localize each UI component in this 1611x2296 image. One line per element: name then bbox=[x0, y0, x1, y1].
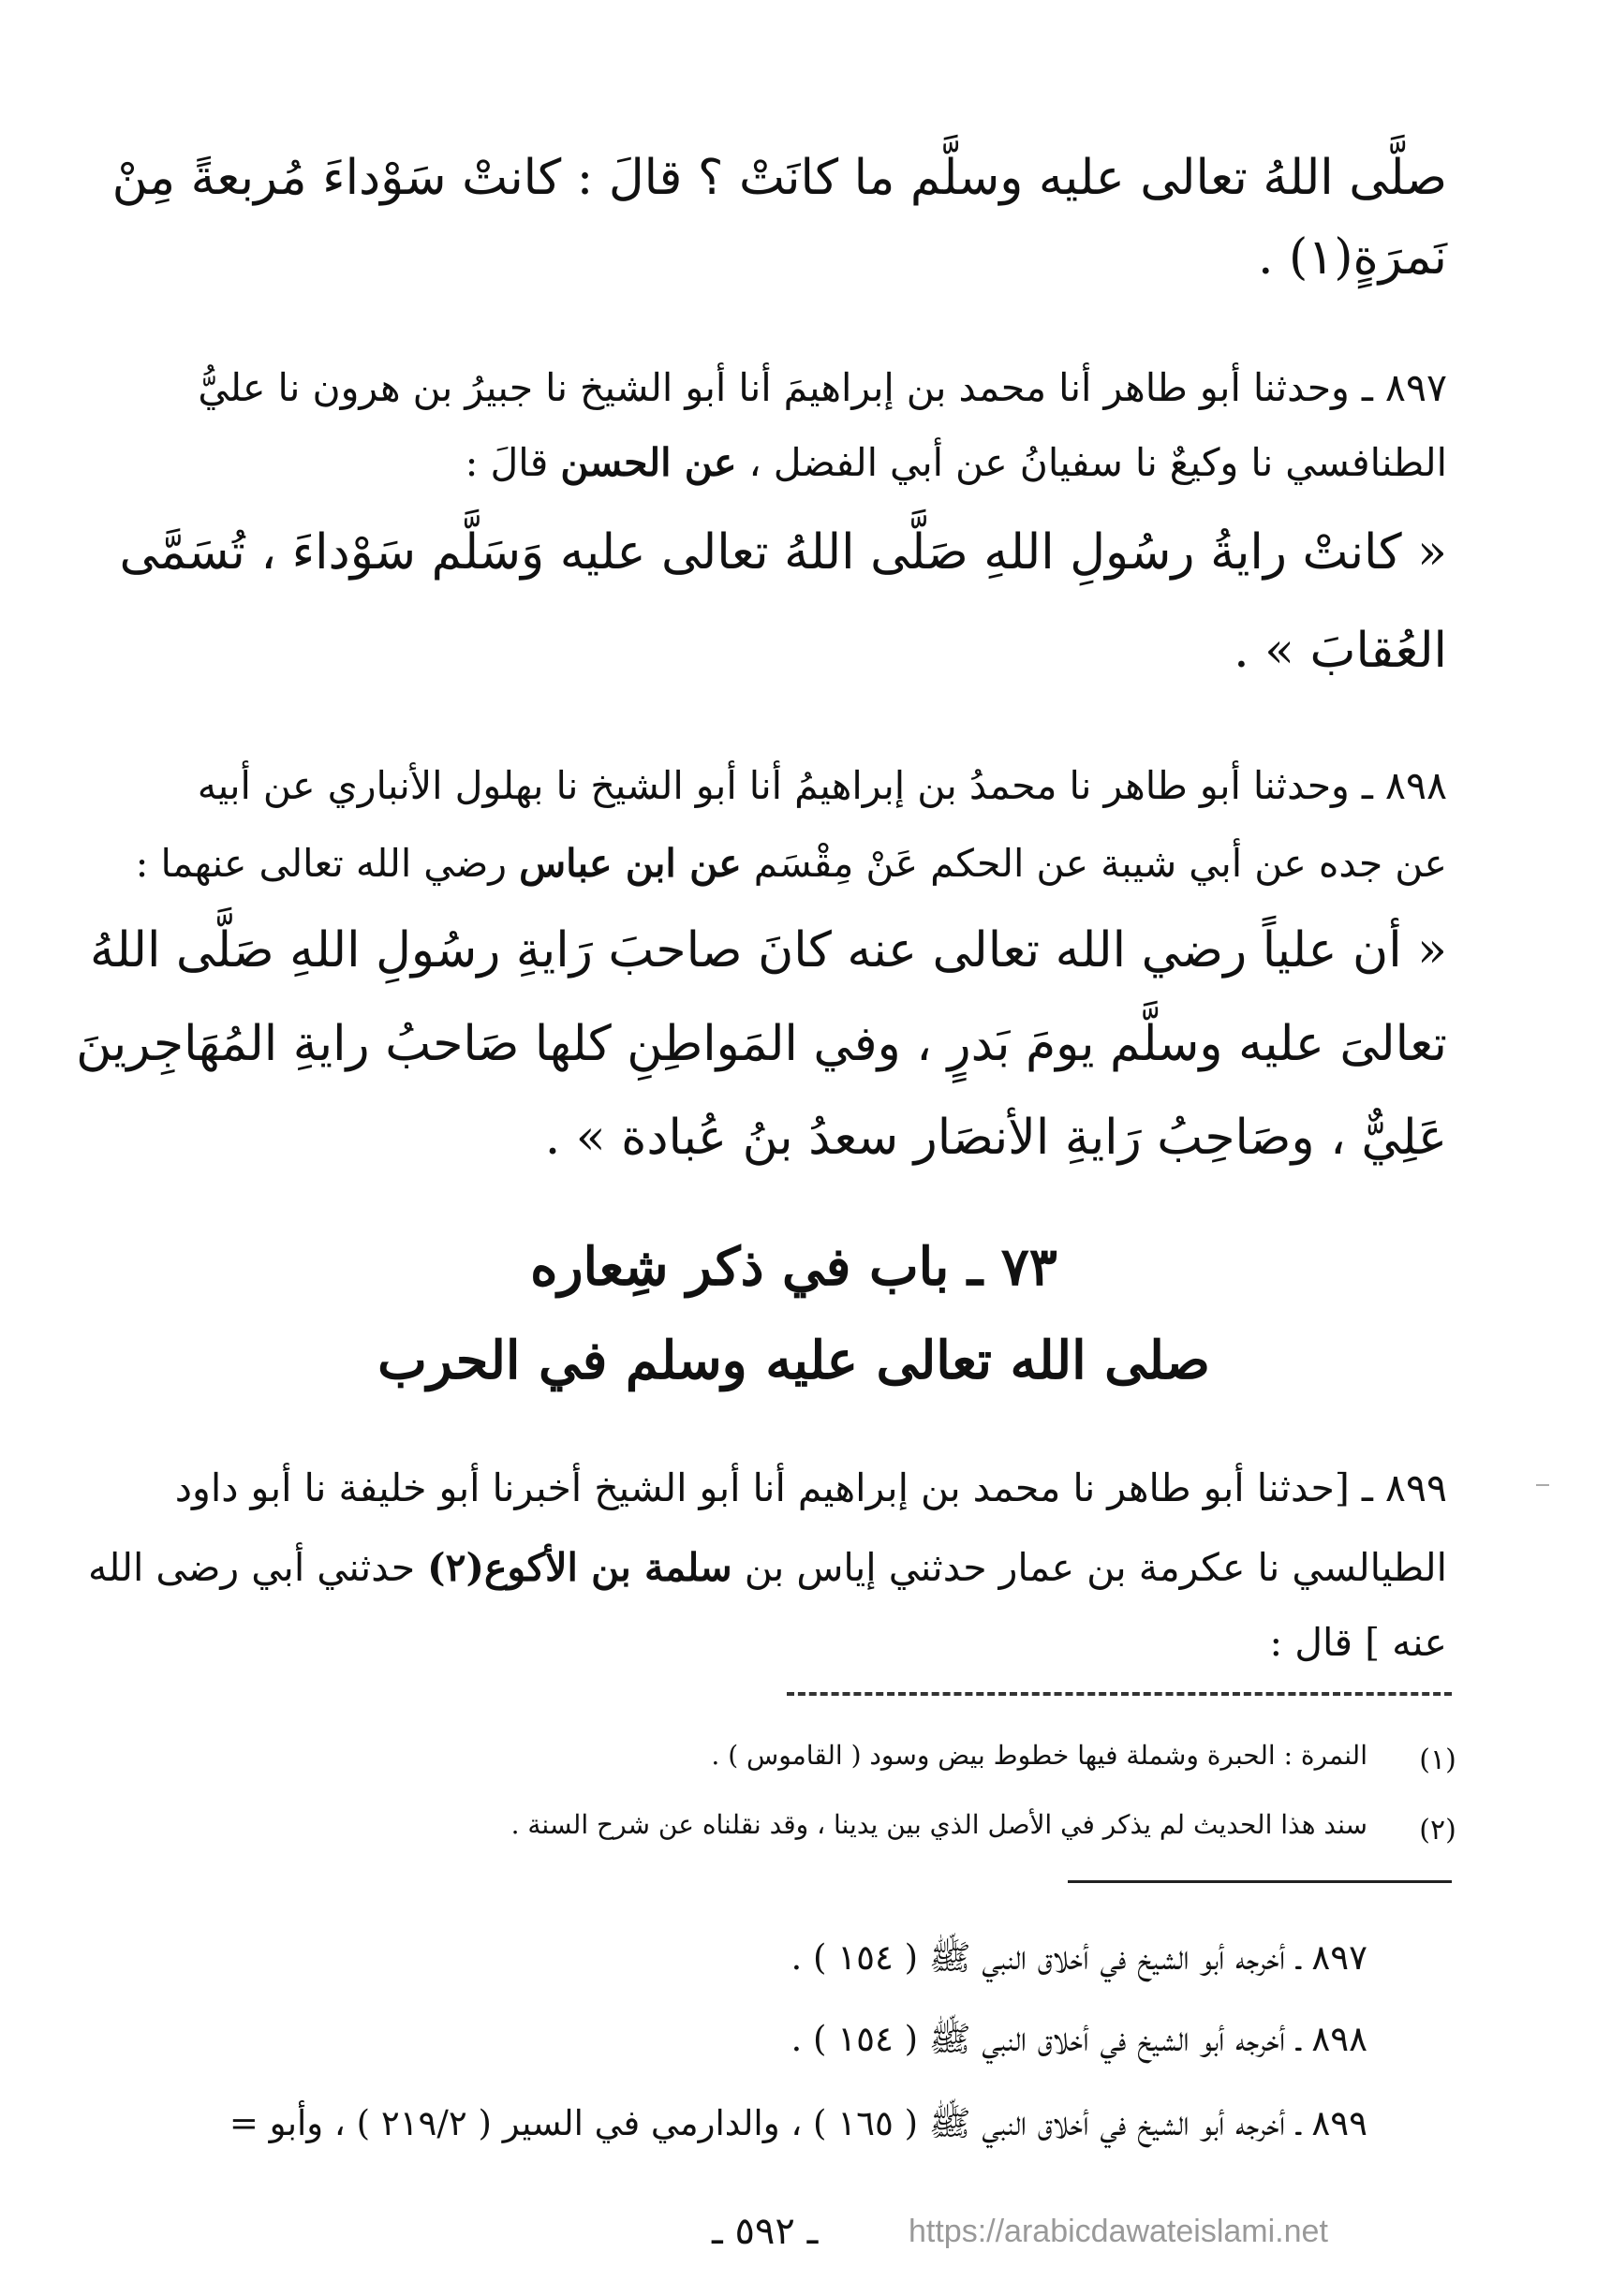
hadith-899-line-1: ٨٩٩ ـ [حدثنا أبو طاهر نا محمد بن إبراهيم أنا أبو الشيخ أخبرنا أبو خليفة نا أبو داود bbox=[174, 1465, 1447, 1510]
quote-897-line-2: العُقابَ » . bbox=[1234, 623, 1447, 679]
hadith-897-line-2-end: قالَ : bbox=[465, 440, 561, 485]
page-footer bbox=[712, 2210, 1461, 2266]
footnote-1-number: (١) bbox=[1419, 1744, 1456, 1776]
chapter-heading-line-1: ٧٣ ـ باب في ذكر شِعاره bbox=[530, 1236, 1057, 1298]
quote-898-line-1: « أن علياً رضي الله تعالى عنه كانَ صاحبَ رَايةِ رسُولِ اللهِ صَلَّى اللهُ bbox=[90, 922, 1447, 979]
reference-897: ٨٩٧ ـ أخرجه أبو الشيخ في أخلاق النبي ﷺ ( ١٥٤ ) . bbox=[791, 1937, 1367, 1978]
hadith-899-line-2 bbox=[87, 1545, 1447, 1590]
hadith-897-line-1: ٨٩٧ ـ وحدثنا أبو طاهر أنا محمد بن إبراهيمَ أنا أبو الشيخ نا جبيرُ بن هرون نا عليُّ bbox=[198, 365, 1447, 410]
narrator-ibn-abbas: عن ابن عباس bbox=[519, 841, 742, 886]
chapter-heading-line-2: صلى الله تعالى عليه وسلم في الحرب bbox=[377, 1330, 1210, 1391]
quote-898-line-3: عَلِيٌّ ، وصَاحِبُ رَايةِ الأنصَار سعدُ بنُ عُبادة » . bbox=[544, 1110, 1447, 1166]
references-separator bbox=[1068, 1880, 1452, 1883]
hadith-898-line-2 bbox=[135, 841, 1447, 886]
quote-897-line-1: « كانتْ رايةُ رسُولِ اللهِ صَلَّى اللهُ تعالى عليه وَسَلَّم سَوْداءَ ، تُسَمَّى bbox=[119, 524, 1447, 581]
hadith-898-line-2-end: رضي الله تعالى عنهما : bbox=[135, 841, 520, 886]
footnote-2-number: (٢) bbox=[1419, 1814, 1456, 1847]
intro-line-1: صلَّى اللهُ تعالى عليه وسلَّم ما كانَتْ ؟ قالَ : كانتْ سَوْداءَ مُربعةً مِنْ bbox=[111, 150, 1447, 206]
narrator-hasan: عن الحسن bbox=[560, 440, 737, 485]
quote-898-line-2: تعالىَ عليه وسلَّم يومَ بَدرٍ ، وفي المَواطِنِ كلها صَاحبُ رايةِ المُهَاجِرينَ bbox=[76, 1016, 1447, 1072]
footnote-2-text: سند هذا الحديث لم يذكر في الأصل الذي بين يدينا ، وقد نقلناه عن شرح السنة . bbox=[510, 1809, 1367, 1840]
hadith-899-line-2-end: حدثني أبي رضى الله bbox=[87, 1545, 428, 1590]
hadith-897-line-2-text: الطنافسي نا وكيعٌ نا سفيانُ عن أبي الفضل ، bbox=[736, 440, 1447, 485]
hadith-898-line-2-text: عن جده عن أبي شيبة عن الحكم عَنْ مِقْسَم bbox=[741, 841, 1447, 886]
hadith-898-line-1: ٨٩٨ ـ وحدثنا أبو طاهر نا محمدُ بن إبراهيمُ أنا أبو الشيخ نا بهلول الأنباري عن أبيه bbox=[197, 763, 1447, 808]
hadith-899-line-3: عنه ] قال : bbox=[1269, 1620, 1447, 1665]
narrator-salama: سلمة بن الأكوع(٢) bbox=[427, 1545, 732, 1590]
hadith-899-line-2-text: الطيالسي نا عكرمة بن عمار حدثني إياس بن bbox=[732, 1545, 1447, 1590]
page-number: ـ ٥٩٢ ـ bbox=[712, 2210, 819, 2253]
reference-898: ٨٩٨ ـ أخرجه أبو الشيخ في أخلاق النبي ﷺ ( ١٥٤ ) . bbox=[791, 2019, 1367, 2059]
footnote-1-text: النمرة : الحبرة وشملة فيها خطوط بيض وسود ( القاموس ) . bbox=[711, 1740, 1367, 1771]
margin-mark bbox=[1536, 1484, 1549, 1486]
hadith-897-line-2 bbox=[140, 440, 1447, 485]
intro-line-2: نَمرَةٍ(١) . bbox=[1257, 229, 1447, 286]
footnote-separator bbox=[787, 1692, 1452, 1696]
reference-899: ٨٩٩ ـ أخرجه أبو الشيخ في أخلاق النبي ﷺ ( ١٦٥ ) ، والدارمي في السير ( ٢١٩/٢ ) ، وأبو = bbox=[229, 2103, 1367, 2143]
watermark-url: https://arabicdawateislami.net bbox=[909, 2214, 1328, 2249]
